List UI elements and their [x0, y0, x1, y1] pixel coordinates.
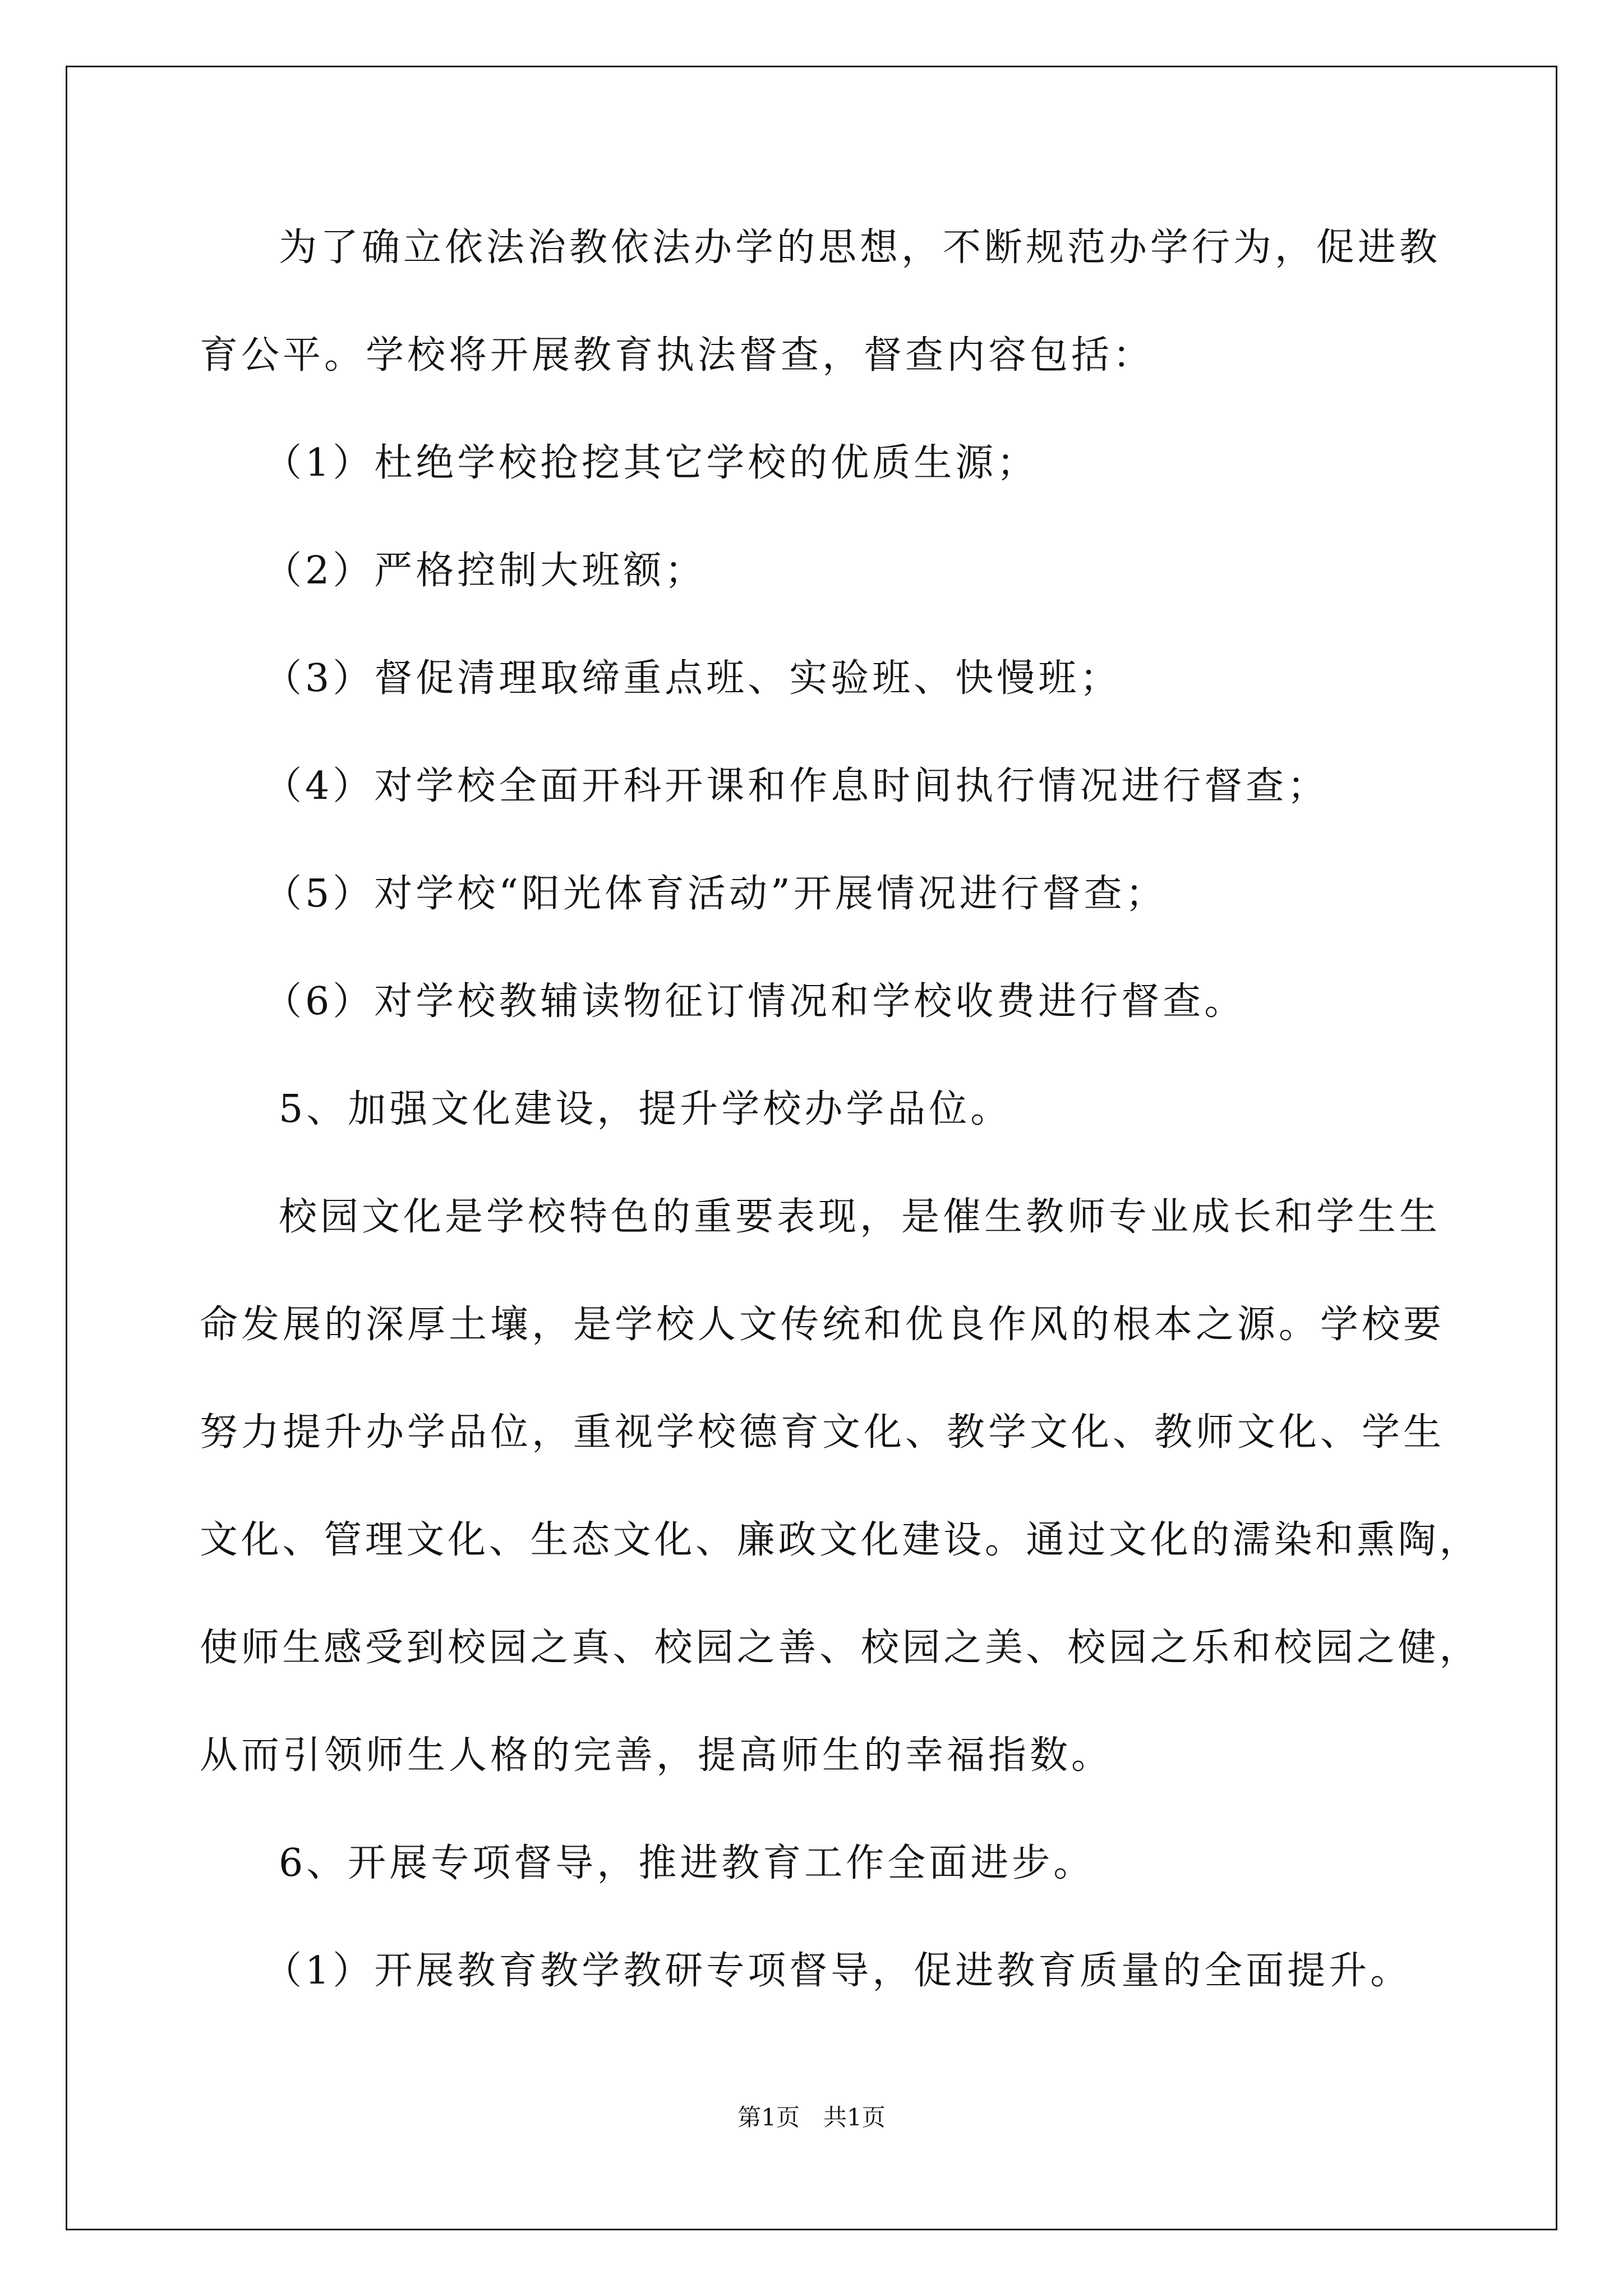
paragraph-line: 从而引领师生人格的完善，提高师生的幸福指数。 [200, 1733, 1113, 1778]
page-footer: 第1页 共1页 [737, 2104, 886, 2131]
paragraph-line: 为了确立依法治教依法办学的思想，不断规范办学行为，促进教 [279, 226, 1441, 270]
paragraph-line: 文化、管理文化、生态文化、廉政文化建设。通过文化的濡染和熏陶， [200, 1518, 1481, 1562]
list-item: （5）对学校“阳光体育活动”开展情况进行督查； [264, 872, 1167, 916]
page-border [66, 66, 1557, 2230]
list-item: （2）严格控制大班额； [264, 549, 707, 593]
paragraph-line: 校园文化是学校特色的重要表现，是催生教师专业成长和学生生 [279, 1195, 1441, 1239]
list-item: （1）杜绝学校抢挖其它学校的优质生源； [264, 441, 1039, 485]
section-heading: 5、加强文化建设，提升学校办学品位。 [279, 1087, 1012, 1131]
paragraph-line: 努力提升办学品位，重视学校德育文化、教学文化、教师文化、学生 [200, 1410, 1445, 1455]
list-item: （6）对学校教辅读物征订情况和学校收费进行督查。 [264, 979, 1246, 1024]
list-item: （4）对学校全面开科开课和作息时间执行情况进行督查； [264, 764, 1329, 808]
list-item: （1）开展教育教学教研专项督导，促进教育质量的全面提升。 [264, 1949, 1412, 1993]
section-heading: 6、开展专项督导，推进教育工作全面进步。 [279, 1841, 1095, 1885]
list-item: （3）督促清理取缔重点班、实验班、快慢班； [264, 656, 1122, 701]
paragraph-line: 使师生感受到校园之真、校园之善、校园之美、校园之乐和校园之健， [200, 1626, 1481, 1670]
paragraph-line: 命发展的深厚土壤，是学校人文传统和优良作风的根本之源。学校要 [200, 1303, 1445, 1347]
paragraph-line: 育公平。学校将开展教育执法督查，督查内容包括： [200, 333, 1155, 378]
